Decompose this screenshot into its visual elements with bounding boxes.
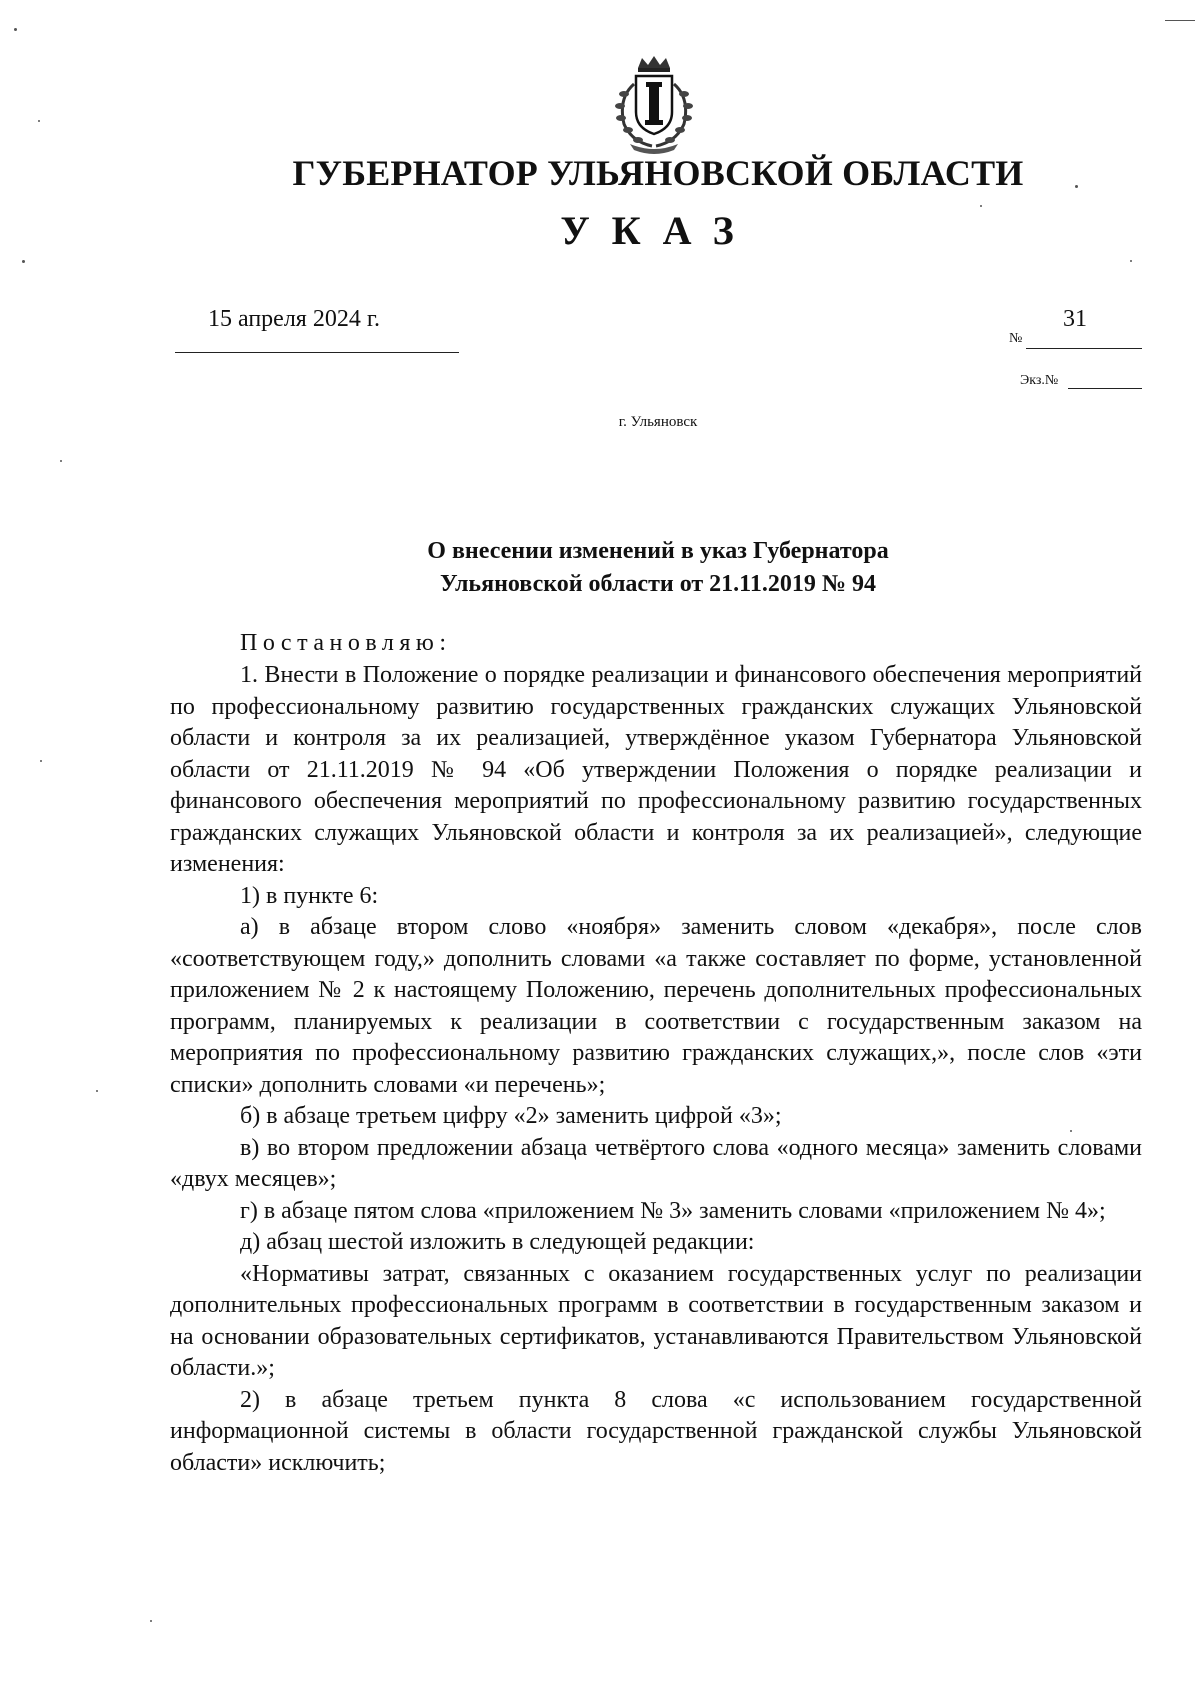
scan-speck: [14, 28, 17, 31]
copy-number-underline: [1068, 388, 1142, 389]
paragraph-item-2: 2) в абзаце третьем пункта 8 слова «с использованием государственной информационной системы в области государственной гражданской службы Ульяновской области» исключить;: [170, 1386, 1142, 1476]
paragraph-item-1: 1) в пункте 6:: [240, 882, 379, 909]
scan-speck: [1075, 185, 1078, 188]
scan-speck: [980, 205, 982, 207]
date-underline: [175, 352, 459, 353]
scan-speck: [1165, 20, 1195, 21]
scan-speck: [38, 120, 40, 122]
scan-speck: [1070, 1130, 1072, 1132]
document-type: УКАЗ: [560, 208, 756, 253]
paragraph-quote: «Нормативы затрат, связанных с оказанием государственных услуг по реализации дополнительных профессиональных программ в соответствии в государственным заказом и на основании образовательных сертификатов, устанавливаются Правительством Ульяновской области.»;: [170, 1260, 1142, 1381]
scan-speck: [1130, 260, 1132, 262]
paragraph-1: 1. Внести в Положение о порядке реализации и финансового обеспечения мероприятий по профессиональному развитию государственных гражданских служащих Ульяновской области и контроля за их реализацией, утверждённое указом Губернатора Ульяновской области от 21.11.2019 № 94 «Об утверждении Положения о порядке реализации и финансового обеспечения мероприятий по профессиональному развитию государственных гражданских служащих Ульяновской области и контроля за их реализацией», следующие изменения:: [170, 662, 1142, 877]
coat-of-arms-icon: [604, 54, 704, 156]
city: г. Ульяновск: [618, 414, 698, 430]
decree-word: Постановляю:: [240, 630, 452, 656]
scan-speck: [60, 460, 62, 462]
number-label: №: [1009, 331, 1023, 346]
scan-speck: [150, 1620, 152, 1622]
document-body: [170, 660, 1142, 1479]
document-number: 31: [1063, 306, 1087, 332]
document-subject: [0, 535, 1200, 601]
copy-number-label: Экз.№: [1020, 373, 1059, 388]
paragraph-subitem-a: а) в абзаце втором слово «ноября» заменить словом «декабря», после слов «соответствующем году,» дополнить словами «а также составляет по форме, установленной приложением № 2 к настоящему Положению, перечень дополнительных профессиональных программ, планируемых к реализации в соответствии с государственным заказом на мероприятия по профессиональному развитию гражданских служащих,», после слов «эти списки» дополнить словами «и перечень»;: [170, 914, 1142, 1098]
scan-speck: [40, 760, 42, 762]
scan-speck: [96, 1090, 98, 1092]
subject-line-1: О внесении изменений в указ Губернатора: [427, 538, 889, 564]
paragraph-subitem-g: г) в абзаце пятом слова «приложением № 3» заменить словами «приложением № 4»;: [240, 1197, 1106, 1224]
paragraph-subitem-b: б) в абзаце третьем цифру «2» заменить цифрой «3»;: [240, 1103, 782, 1129]
document-date: 15 апреля 2024 г.: [208, 306, 380, 332]
number-underline: [1026, 348, 1142, 349]
organization-title: ГУБЕРНАТОР УЛЬЯНОВСКОЙ ОБЛАСТИ: [292, 153, 1024, 193]
subject-line-2: Ульяновской области от 21.11.2019 № 94: [440, 571, 876, 597]
paragraph-subitem-d: д) абзац шестой изложить в следующей редакции:: [240, 1229, 755, 1255]
scan-speck: [22, 260, 25, 263]
paragraph-subitem-v: в) во втором предложении абзаца четвёртого слова «одного месяца» заменить словами «двух месяцев»;: [170, 1134, 1142, 1192]
